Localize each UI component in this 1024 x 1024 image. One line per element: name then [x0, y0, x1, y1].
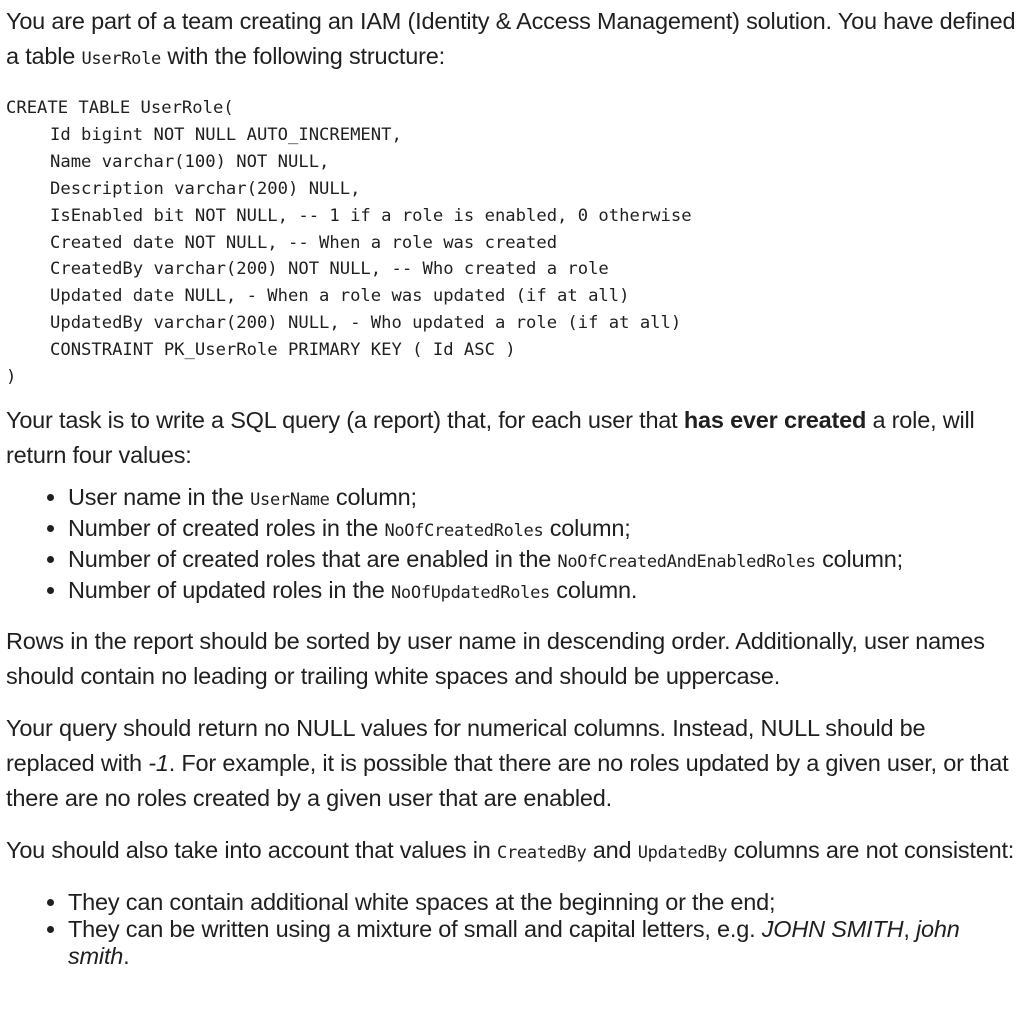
list-item: [68, 916, 1016, 970]
list-item-suffix: column;: [815, 545, 903, 572]
column-name: UserName: [250, 489, 330, 510]
sql-open-line: CREATE TABLE UserRole(: [6, 98, 234, 118]
sql-line-created: Created date NOT NULL, -- When a role was created: [50, 232, 558, 253]
sql-line-createdby: CreatedBy varchar(200) NOT NULL, -- Who created a role: [50, 259, 609, 280]
task-paragraph: [6, 403, 1016, 473]
sql-line-updated: Updated date NULL, - When a role was updated (if at all): [50, 286, 630, 307]
nulls-paragraph: [6, 711, 1016, 816]
column-name: NoOfCreatedAndEnabledRoles: [557, 551, 816, 572]
list-item-text: Number of created roles that are enabled in the: [68, 545, 558, 572]
list-item-text: Number of updated roles in the: [68, 576, 391, 603]
consistency-text-1: You should also take into account that values in: [6, 836, 498, 863]
example-lowercase: john smith: [68, 915, 960, 969]
list-item: [68, 545, 1016, 576]
intro-paragraph: [6, 4, 1016, 77]
columns-list: [6, 483, 1016, 607]
task-text-2: a role, will return four values:: [6, 406, 975, 468]
list-item-suffix: column.: [549, 576, 638, 603]
intro-text-2: with the following structure:: [160, 43, 445, 69]
list-item-suffix: column;: [543, 514, 631, 541]
list-item-text: They can be written using a mixture of small and capital letters, e.g.: [68, 915, 762, 942]
nulls-text-1: Your query should return no NULL values for numerical columns. Instead, NULL should be replaced with: [6, 714, 926, 776]
consistency-text-2: and: [586, 836, 638, 863]
list-item-text: User name in the: [68, 483, 251, 510]
sql-line-name: Name varchar(100) NOT NULL,: [50, 151, 330, 172]
intro-text-1: You are part of a team creating an IAM (Identity & Access Management) solution. You have defined a table: [6, 8, 1016, 69]
sql-code-block: [6, 95, 1016, 391]
list-item: [68, 576, 1016, 607]
sorting-paragraph: Rows in the report should be sorted by user name in descending order. Additionally, user names should contain no leading or trailing white spaces and should be uppercase.: [6, 627, 985, 689]
inconsistencies-list: [6, 889, 1016, 970]
example-separator: ,: [903, 915, 917, 942]
sql-line-description: Description varchar(200) NULL,: [50, 178, 361, 199]
nulls-text-2: . For example, it is possible that there are no roles updated by a given user, or that there are no roles created by a given user that are enabled.: [6, 749, 1009, 811]
intro-table-name: UserRole: [81, 49, 161, 69]
column-name: NoOfCreatedRoles: [384, 520, 544, 541]
sql-line-id: Id bigint NOT NULL AUTO_INCREMENT,: [50, 124, 402, 145]
sql-close-line: ): [6, 367, 17, 388]
column-name: NoOfUpdatedRoles: [391, 582, 550, 603]
nulls-replacement-value: -1: [148, 749, 169, 776]
list-item-text: Number of created roles in the: [68, 514, 385, 541]
sql-line-updatedby: UpdatedBy varchar(200) NULL, - Who updated a role (if at all): [50, 313, 682, 334]
column-name-updatedby: UpdatedBy: [637, 842, 728, 863]
consistency-paragraph: [6, 833, 1016, 871]
task-text-1: Your task is to write a SQL query (a report) that, for each user that: [6, 406, 684, 433]
list-item: • They can contain additional white spaces at the beginning or the end;: [68, 889, 1016, 916]
list-item-suffix: .: [123, 942, 130, 969]
column-name-createdby: CreatedBy: [497, 842, 587, 863]
sql-line-isenabled: IsEnabled bit NOT NULL, -- 1 if a role is enabled, 0 otherwise: [50, 205, 692, 226]
list-item: [68, 514, 1016, 545]
example-uppercase: JOHN SMITH: [761, 915, 904, 942]
sql-line-constraint: CONSTRAINT PK_UserRole PRIMARY KEY ( Id ASC ): [50, 340, 516, 361]
list-item: [68, 483, 1016, 514]
list-item-suffix: column;: [329, 483, 417, 510]
consistency-text-3: columns are not consistent:: [727, 836, 1015, 863]
task-emphasis: has ever created: [683, 406, 867, 433]
